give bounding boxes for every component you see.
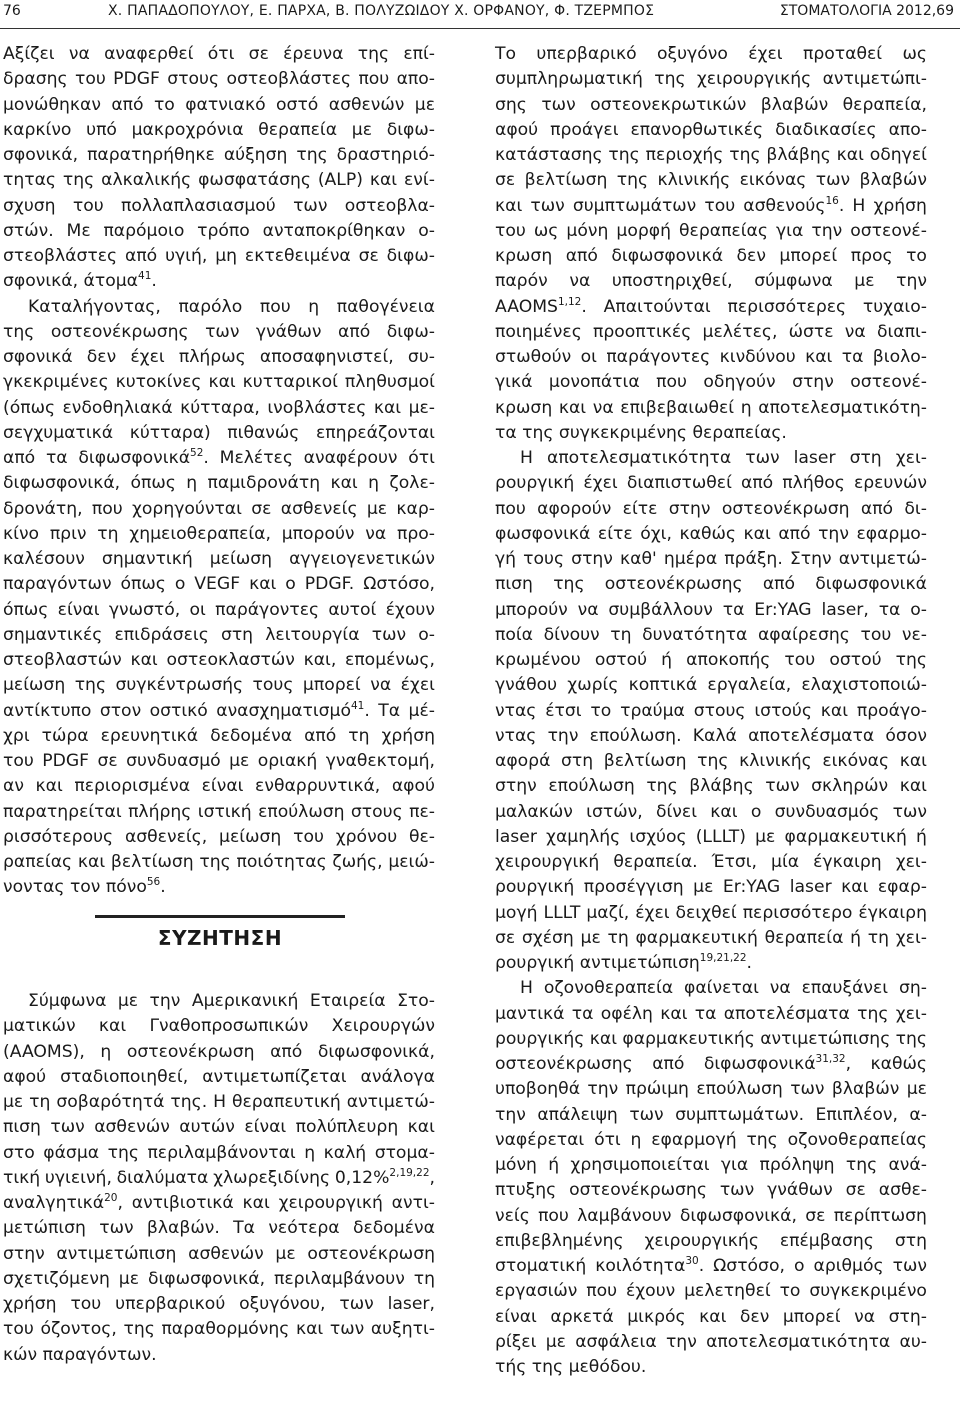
text-line: μπορούν να συμβάλλουν τα Er:YAG laser, τα ο- — [495, 599, 927, 620]
text-line: σε βελτίωση της κλινικής εικόνας των βλαβών — [495, 170, 927, 191]
text-line: στοματική κοιλότητα$^{30}$. Ωστόσο, ο αριθμός των — [495, 1255, 927, 1276]
header-journal: ΣΤΟΜΑΤΟΛΟΓΙΑ 2012,69 — [779, 3, 954, 19]
citation-superscript: 52 — [190, 447, 204, 459]
text-line: όπως είναι γνωστό, οι παράγοντες αυτοί έχουν — [3, 599, 435, 620]
text-line: (AAOMS), η οστεονέκρωση από διφωσφονικά, — [3, 1041, 435, 1062]
text-line: οστεονέκρωσης από διφωσφονικά$^{31,32}$, καθώς — [495, 1053, 927, 1074]
text-line: ντας την επούλωση. Καλά αποτελέσματα όσον — [495, 725, 927, 746]
text-line: ποιημένες προοπτικές μελέτες, ώστε να διαπι- — [495, 321, 927, 342]
text-line: νοντας τον πόνο$^{56}$. — [3, 876, 166, 898]
text-line: ρουργικής και φαρμακευτικής αντιμετώπισης της — [495, 1028, 927, 1049]
page-number: 76 — [3, 3, 21, 19]
text-line: Το υπερβαρικό οξυγόνο έχει προταθεί ως — [495, 44, 927, 64]
text-line: του όζοντος, της παραθορμόνης και των αυξητι- — [3, 1319, 435, 1340]
citation-superscript: 56 — [146, 876, 161, 889]
text-line: παρατηρείται πλήρης ιστική επούλωση στους πε- — [3, 801, 435, 822]
text-line: στωθούν οι παράγοντες κινδύνου και τα βιολο- — [495, 347, 927, 367]
text-line: διφωσφονικά, όπως η παμιδρονάτη και η ζολε- — [3, 473, 435, 494]
citation-superscript: 2,19,22 — [389, 1166, 430, 1179]
text-line: γκεκριμένες κυτοκίνες και κυτταρικοί πληθυσμοί — [3, 372, 435, 393]
text-line: παραγόντων όπως ο VEGF και ο PDGF. Ωστόσο, — [3, 574, 435, 595]
text-line: στεοβλαστών και οστεοκλαστών και, επομένως, — [3, 650, 435, 670]
text-line: Καταλήγοντας, παρόλο που η παθογένεια — [28, 296, 435, 317]
text-line: του ως μόνη μορφή θεραπείας για την οστεονέ- — [495, 220, 927, 241]
text-line: δρονάτη, που χορηγούνται σε ασθενείς με καρ- — [3, 498, 435, 519]
text-line: στεοβλάστες από υγιή, μη εκτεθειμένα σε διφω- — [3, 246, 435, 266]
text-line: είναι αρκετά μικρός και δεν μπορεί να στη- — [495, 1306, 927, 1327]
text-line: σεγχυματικά κύτταρα) πιθανώς επηρεάζονται — [3, 422, 435, 443]
text-line: υποβοηθά την πρώιμη επούλωση των βλαβών με — [495, 1079, 927, 1100]
text-line: συμπληρωματική της χειρουργικής αντιμετώπι- — [495, 69, 927, 90]
text-line: πτυξης οστεονέκρωσης των γνάθων σε ασθε- — [495, 1180, 927, 1201]
right-column — [495, 42, 927, 1380]
text-line: στην αντιμετώπιση ασθενών με οστεονέκρωση — [3, 1243, 435, 1264]
text-line: τής της μεθόδου. — [495, 1357, 647, 1377]
citation-superscript: 41 — [350, 699, 365, 712]
text-line: κίνο πριν τη χημειοθεραπεία, μπορούν να προ- — [3, 523, 435, 544]
left-column-bottom — [3, 989, 435, 1368]
text-line: μονώθηκαν από το φατνιακό οστό ασθενών με — [3, 94, 435, 115]
text-line: μόνη ή χρησιμοποιείται για πρόληψη της ανά- — [495, 1155, 927, 1175]
text-line: σφονικά, άτομα$^{41}$. — [3, 270, 157, 292]
text-line: ρίξει με ασφάλεια την αποτελεσματικότητα αυ- — [495, 1331, 927, 1352]
text-line: Η αποτελεσματικότητα των laser στη χει- — [520, 448, 927, 468]
text-line: κρωμένου οστού ή αποκοπής του οστού της — [495, 650, 927, 670]
citation-superscript: 41 — [138, 270, 152, 283]
text-line: ρουργική έχει διαπιστωθεί από πλήθος ερευνών — [495, 473, 927, 494]
text-line: αφού σταδιοποιηθεί, αντιμετωπίζεται ανάλογα — [3, 1066, 435, 1087]
left-column-top — [3, 42, 435, 901]
text-line: εργασιών που έχουν μελετηθεί το συγκεκριμένο — [495, 1281, 927, 1302]
text-line: πιση των ασθενών αυτών είναι πολύπλευρη και — [3, 1117, 435, 1138]
text-line: της οστεονέκρωσης των γνάθων από διφω- — [3, 321, 435, 342]
text-line: γικά μονοπάτια που οδηγούν στην οστεονέ- — [495, 372, 927, 393]
text-line: αντίκτυπο στον οστικό ανασχηματισμό$^{41}$. Τα μέ- — [3, 699, 435, 721]
citation-superscript: 31,32 — [815, 1053, 846, 1065]
text-line: νείς που λαμβάνουν διφωσφονικά, σε περίπτωση — [495, 1205, 927, 1226]
text-line: την απάλειψη των συμπτωμάτων. Επιπλέον, α- — [495, 1104, 927, 1125]
text-line: τική υγιεινή, διαλύματα χλωρεξιδίνης 0,12%$^{2,19,22}$, — [3, 1166, 435, 1188]
text-line: στο φάσμα της περιλαμβάνονται η καλή στομα- — [3, 1142, 435, 1163]
text-line: επιβεβλημένης χειρουργικής επέμβασης στη — [495, 1230, 927, 1251]
text-line: ρουργική προσέγγιση με Er:YAG laser και εφαρ- — [495, 877, 927, 898]
text-line: του PDGF σε συνδυασμό με οριακή γναθεκτομή, — [3, 751, 435, 771]
text-line: φωσφονικά είτε όχι, καθώς και από την εφαρμο- — [495, 523, 927, 544]
text-line: τητας της αλκαλικής φωσφατάσης (ALP) και ενί- — [3, 170, 435, 191]
text-line: AAOMS$^{1,12}$. Απαιτούνται περισσότερες τυχαιο- — [495, 295, 927, 317]
text-line: αφορά στη βελτίωση της κλινικής εικόνας και — [495, 751, 927, 771]
text-line: laser χαμηλής ισχύος (LLLT) με φαρμακευτική ή — [495, 826, 927, 847]
text-line: στών. Με παρόμοιο τρόπο ανταποκρίθηκαν ο- — [3, 220, 435, 241]
text-line: μείωση της συγκέντρωσής τους μπορεί να έχει — [3, 675, 435, 696]
text-line: μογή LLLT μαζί, έχει δειχθεί περισσότερο έγκαιρη — [495, 902, 927, 923]
text-line: σημαντικές επιδράσεις στη λειτουργία των ο- — [3, 624, 435, 645]
text-line: από τα διφωσφονικά$^{52}$. Μελέτες αναφέρουν ότι — [3, 447, 435, 468]
text-line: κρωση από διφωσφονικά δεν μπορεί προς το — [495, 246, 927, 266]
section-heading-text: ΣΥΖΗΤΗΣΗ — [157, 926, 283, 950]
citation-superscript: 16 — [825, 194, 839, 207]
text-line: με τη σοβαρότητά της. Η θεραπευτική αντιμετώ- — [3, 1092, 435, 1112]
text-line: ποία δίνουν τη δυνατότητα αφαίρεσης του νε- — [495, 624, 927, 645]
citation-superscript: 30 — [685, 1255, 699, 1267]
running-header — [0, 0, 960, 29]
text-line: αφού προάγει επανορθωτικές διαδικασίες απο- — [495, 119, 927, 140]
citation-superscript: 1,12 — [557, 295, 582, 308]
text-line: στην επούλωση της βλάβης των σκληρών και — [495, 776, 927, 797]
text-line: γνάθου χωρίς κοπτικά εργαλεία, ελαχιστοποιώ- — [495, 675, 927, 696]
text-line: και των συμπτωμάτων του ασθενούς$^{16}$. Η χρήση — [495, 194, 927, 216]
citation-superscript: 20 — [104, 1192, 118, 1204]
text-line: κών παραγόντων. — [3, 1344, 157, 1365]
text-line: ρισσότερους ασθενείς, μείωση του χρόνου θε- — [3, 826, 435, 847]
text-line: ντας έτσι το τραύμα στους ιστούς και προάγο- — [495, 700, 927, 721]
text-line: σφονικά δεν έχει πλήρως αποσαφηνιστεί, συ- — [3, 347, 435, 367]
text-line: ναφέρεται ότι η εφαρμογή της οζονοθεραπείας — [495, 1129, 927, 1150]
text-line: κατάστασης της περιοχής της βλάβης και οδηγεί — [495, 145, 927, 165]
text-line: τα της συγκεκριμένης θεραπείας. — [495, 422, 787, 443]
text-line: σχυση του πολλαπλασιασμού των οστεοβλα- — [3, 195, 435, 216]
text-line: σε σχέση με τη φαρμακευτική θεραπεία ή τη χει- — [495, 927, 927, 948]
text-line: που αφορούν είτε στην οστεονέκρωση από δι- — [495, 498, 927, 519]
text-line: χρι τώρα ερευνητικά δεδομένα από τη χρήση — [3, 725, 435, 746]
text-line: ραπείας και βελτίωση της ποιότητας ζωής, μειώ- — [3, 852, 435, 872]
text-line: (όπως ενδοθηλιακά κύτταρα, ινοβλάστες και με- — [3, 397, 435, 418]
text-line: Αξίζει να αναφερθεί ότι σε έρευνα της επί- — [3, 44, 435, 64]
text-line: παρόν να υποστηριχθεί, σύμφωνα με την — [495, 271, 927, 292]
text-line: αναλγητικά$^{20}$, αντιβιοτικά και χειρουργική αντι- — [3, 1192, 435, 1213]
text-line: χρήση του υπερβαρικού οξυγόνου, των laser, — [3, 1294, 435, 1314]
text-line: μετώπιση των βλαβών. Τα νεότερα δεδομένα — [3, 1218, 435, 1239]
text-line: καλέσουν σημαντική μείωση αγγειογενετικών — [3, 549, 435, 569]
header-authors: Χ. ΠΑΠΑΔΟΠΟΥΛΟΥ, Ε. ΠΑΡΧΑ, Β. ΠΟΛΥΖΩΙΔΟΥ Χ. ΟΡΦΑΝΟΥ, Φ. ΤΖΕΡΜΠΟΣ — [108, 3, 655, 19]
text-line: σης των οστεονεκρωτικών βλαβών θεραπεία, — [495, 94, 927, 115]
text-line: αν και περιορισμένα είναι ενθαρρυντικά, αφού — [3, 776, 435, 797]
text-line: χειρουργική θεραπεία. Έτσι, μία έγκαιρη χει- — [495, 852, 927, 872]
text-line: μαντικά τα οφέλη και τα αποτελέσματα της χει- — [495, 1003, 927, 1024]
text-line: ματικών και Γναθοπροσωπικών Χειρουργών — [3, 1016, 435, 1037]
citation-superscript: 19,21,22 — [699, 952, 747, 964]
text-line: δρασης του PDGF στους οστεοβλάστες που απο- — [3, 69, 435, 90]
text-line: μαλακών ιστών, δίνει και ο συνδυασμός των — [495, 801, 927, 822]
text-line: σχετιζόμενη με διφωσφονικά, περιλαμβάνουν τη — [3, 1268, 435, 1289]
text-line: κρωση και να επιβεβαιωθεί η αποτελεσματικότη- — [495, 397, 927, 418]
text-line: γή τους στην καθ' ημέρα πράξη. Στην αντιμετώ- — [495, 549, 927, 569]
text-line: σφονικά, παρατηρήθηκε αύξηση της δραστηριό- — [3, 145, 435, 165]
text-line: Σύμφωνα με την Αμερικανική Εταιρεία Στο- — [28, 991, 435, 1011]
text-line: πιση της οστεονέκρωσης από διφωσφονικά — [495, 574, 927, 595]
text-line: καρκίνο υπό μακροχρόνια θεραπεία με διφω- — [3, 119, 435, 140]
section-heading — [95, 915, 345, 968]
text-line: Η οζονοθεραπεία φαίνεται να επαυξάνει ση- — [520, 978, 927, 999]
text-line: ρουργική αντιμετώπιση$^{19,21,22}$. — [495, 952, 752, 973]
